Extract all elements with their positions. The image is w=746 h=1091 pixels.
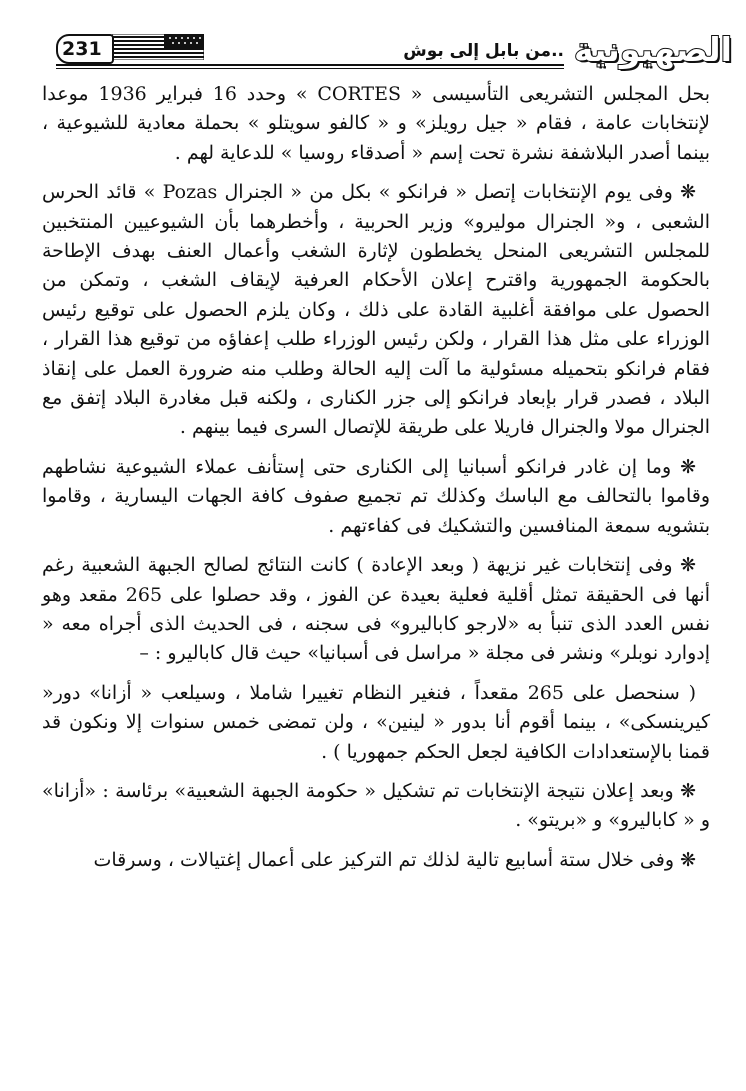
quote-paragraph bbox=[42, 679, 710, 767]
running-title: ..من بابل إلى بوش bbox=[403, 41, 564, 61]
paragraph-text: بحل المجلس التشريعى التأسيسى « CORTES » وحدد 16 فبراير 1936 موعدا لإنتخابات عامة ، فقام « جيل رويلز» و « كالفو سويتلو » بحملة معادية للشيوعية ، بينما أصدر البلاشفة نشرة تحت إسم « أصدقاء روسيا » للدعاية لهم . bbox=[42, 83, 710, 164]
running-header bbox=[56, 30, 732, 76]
paragraph-3 bbox=[42, 453, 710, 541]
bullet-star-icon: ❋ bbox=[680, 181, 696, 204]
bullet-star-icon: ❋ bbox=[680, 554, 696, 577]
bullet-star-icon: ❋ bbox=[680, 779, 697, 802]
paragraph-2 bbox=[42, 178, 710, 443]
header-rule-thin bbox=[56, 68, 564, 69]
header-rule bbox=[56, 64, 564, 66]
paragraph-text: وبعد إعلان نتيجة الإنتخابات تم تشكيل « حكومة الجبهة الشعبية» برئاسة : «أزانا» و « كاباليرو» و «بريتو» . bbox=[42, 779, 710, 832]
paragraph-text: وما إن غادر فرانكو أسبانيا إلى الكنارى حتى إستأنف عملاء الشيوعية نشاطهم وقاموا بالتحالف مع الباسك وكذلك تم تجميع صفوف كافة الجهات اليسارية ، وقاموا بتشويه سمعة المنافسين والتشكيك فى كفاءتهم . bbox=[42, 455, 710, 537]
bullet-star-icon: ❋ bbox=[680, 848, 696, 871]
flag-icon bbox=[112, 34, 204, 60]
paragraph-text: ( سنحصل على 265 مقعداً ، فنغير النظام تغييرا شاملا ، وسيلعب « أزانا» دور« كيرينسكى» ، بينما أقوم أنا بدور « لينين» ، ولن تمضى خمس سنوات إلا ونكون قد قمنا بالإستعدادات الكافية لجعل الحكم جمهوريا ) . bbox=[42, 681, 710, 763]
paragraph-text: وفى يوم الإنتخابات إتصل « فرانكو » بكل من « الجنرال Pozas » قائد الحرس الشعبى ، و« الجنرال موليرو» وزير الحربية ، وأخطرهما بأن الشيوعيين المنتخبين للمجلس التشريعى المنحل يخططون لإثارة الشغب وأعمال العنف بهدف الإطاحة بالحكومة الجمهورية واقترح إعلان الأحكام العرفية لإيقاف الشغب ، وتمكن من الحصول على موافقة أغلبية القادة على ذلك ، وكان يلزم الحصول على توقيع رئيس الوزراء على مثل هذا القرار ، ولكن رئيس الوزراء طلب إعفاؤه من توقيع هذا القرار ، فقام فرانكو بتحميله مسئولية ما آلت إليه الحالة وطلب منه ضرورة العمل على إنقاذ البلاد ، فصدر قرار بإبعاد فرانكو إلى جزر الكنارى ، ولكنه قبل مغادرة البلاد إتفق مع الجنرال مولا والجنرال فاريلا على طريقة للإتصال السرى فيما بينهم . bbox=[42, 181, 710, 439]
page-number: 231 bbox=[56, 34, 114, 64]
paragraph-text: وفى إنتخابات غير نزيهة ( وبعد الإعادة ) كانت النتائج لصالح الجبهة الشعبية رغم أنها فى الحقيقة تمثل أقلية فعلية بعيدة عن الفوز ، وقد حصلوا على 265 مقعد وهو نفس العدد الذى تنبأ به «لارجو كاباليرو» فى سجنه ، فى الحديث الذى أجراه معه « إدوارد نوبلر» ونشر فى مجلة « مراسل فى أسبانيا» حيث قال كاباليرو : – bbox=[42, 554, 710, 665]
paragraph-6 bbox=[42, 777, 710, 836]
paragraph-1 bbox=[42, 80, 710, 168]
paragraph-7 bbox=[42, 846, 710, 875]
bullet-star-icon: ❋ bbox=[680, 455, 696, 478]
paragraph-4 bbox=[42, 551, 710, 669]
paragraph-text: وفى خلال ستة أسابيع تالية لذلك تم التركيز على أعمال إغتيالات ، وسرقات bbox=[93, 848, 675, 871]
book-brand-title: الصهيونية bbox=[573, 30, 732, 69]
page-body bbox=[42, 80, 710, 885]
